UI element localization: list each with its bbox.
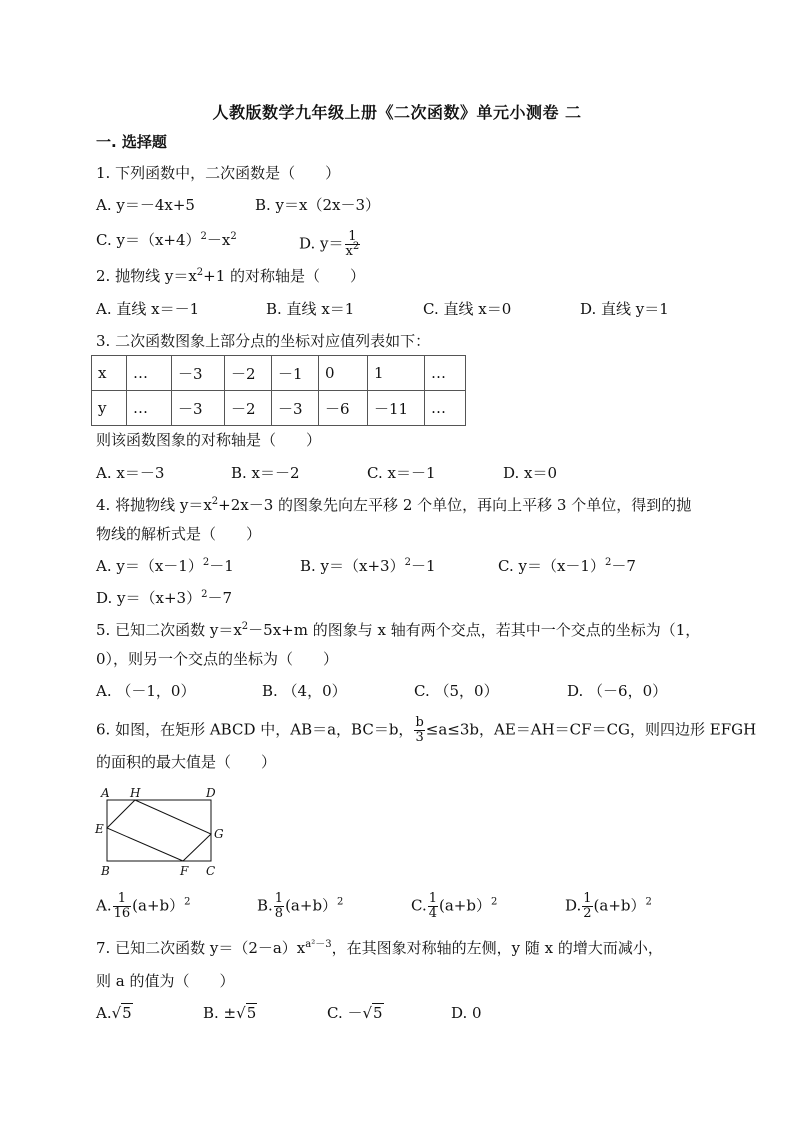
q5-stem-line2: 0），则另一个交点的坐标为（ ）	[96, 650, 339, 668]
q4-stem-line1	[96, 495, 691, 515]
figure-label-d: D	[206, 786, 216, 800]
q5-stem-line1	[96, 620, 700, 640]
table-cell: －2	[225, 356, 272, 391]
q6-option-a	[96, 892, 191, 921]
q4-stem-line2: 物线的解析式是（ ）	[96, 525, 262, 543]
q5-option-a: A. （－1，0）	[96, 682, 196, 700]
q6-option-d-text: D.	[565, 896, 582, 915]
q4-option-a-text: A. y＝（x－1）	[96, 557, 203, 575]
table-cell: －3	[272, 391, 319, 426]
table-cell: －1	[272, 356, 319, 391]
q6-option-a-fraction	[113, 892, 132, 921]
q7-option-b	[203, 1003, 257, 1023]
table-cell: 1	[368, 356, 425, 391]
table-cell: …	[127, 356, 172, 391]
q1-option-d-fraction	[345, 230, 361, 259]
table-cell: －6	[319, 391, 368, 426]
table-cell: －3	[172, 391, 225, 426]
figure-label-f: F	[180, 864, 189, 878]
fraction-denominator: 16	[113, 906, 131, 921]
q1-option-c-text: C. y＝（x+4）	[96, 231, 201, 249]
fraction-denominator: 8	[274, 906, 284, 921]
figure-label-g: G	[214, 827, 224, 841]
q4-option-a-exp: 2	[202, 557, 210, 568]
q6-option-c	[411, 892, 497, 921]
q1-option-d	[299, 230, 361, 259]
fraction-numerator: 1	[274, 891, 284, 906]
q7-option-a-text: A.	[96, 1004, 112, 1022]
square-root: √5	[236, 1004, 257, 1022]
q1-option-a: A. y＝－4x+5	[96, 196, 195, 214]
q2-option-b: B. 直线 x＝1	[266, 300, 355, 318]
q6-option-b-tail: (a+b）	[285, 896, 338, 915]
radicand: 5	[246, 1004, 257, 1022]
square-root: √5	[362, 1004, 383, 1022]
table-row	[92, 356, 466, 391]
q4-stem-text: 4. 将抛物线 y＝x	[96, 496, 212, 514]
fraction-denominator: 2	[583, 906, 592, 921]
table-cell: －3	[172, 356, 225, 391]
fraction-denominator-exp: 2	[352, 241, 360, 252]
radicand: 5	[122, 1004, 132, 1022]
q6-option-d	[565, 892, 652, 921]
q2-stem-text: 2. 抛物线 y＝x	[96, 267, 197, 285]
fraction-denominator: 4	[428, 906, 437, 921]
q1-option-b: B. y＝x（2x－3）	[255, 196, 381, 214]
q6-option-c-exp: 2	[490, 896, 498, 908]
fraction-denominator: 3	[415, 730, 424, 745]
q7-option-b-text: B. ±	[203, 1004, 237, 1022]
q2-option-d: D. 直线 y＝1	[580, 300, 669, 318]
q6-option-b-text: B.	[257, 896, 273, 915]
q3-option-b: B. x＝－2	[231, 464, 300, 482]
table-cell: …	[425, 391, 466, 426]
square-root: √5	[111, 1004, 132, 1022]
q7-option-a	[96, 1003, 133, 1023]
figure-label-b: B	[101, 864, 110, 878]
q5-stem-text2: －5x+m 的图象与 x 轴有两个交点，若其中一个交点的坐标为（1，	[248, 621, 701, 639]
section-heading: 一. 选择题	[96, 133, 167, 151]
q5-stem-exp: 2	[241, 621, 249, 632]
q2-stem	[96, 266, 365, 286]
fraction-denominator	[345, 241, 361, 259]
q6-option-b	[257, 892, 343, 921]
q6-stem-text: 6. 如图，在矩形 ABCD 中，AB＝a，BC＝b，	[96, 720, 414, 739]
figure-label-e: E	[95, 822, 104, 836]
q6-option-b-exp: 2	[337, 896, 344, 908]
q2-stem-exp: 2	[196, 267, 204, 278]
q6-stem-fraction	[414, 716, 424, 745]
q6-option-a-text: A.	[96, 896, 112, 915]
q7-option-c	[327, 1003, 384, 1023]
q1-option-d-text: D. y＝	[299, 234, 344, 253]
q5-option-d: D. （－6，0）	[567, 682, 668, 700]
q4-stem-text2: +2x－3 的图象先向左平移 2 个单位，再向上平移 3 个单位，得到的抛	[218, 496, 692, 514]
q6-option-d-tail: (a+b）	[593, 896, 646, 915]
q6-option-c-text: C.	[411, 896, 427, 915]
fraction-numerator: b	[415, 715, 424, 730]
q3-option-d: D. x＝0	[503, 464, 558, 482]
q2-stem-text2: +1 的对称轴是（ ）	[203, 267, 366, 285]
q2-option-a: A. 直线 x＝－1	[96, 300, 200, 318]
q4-option-a	[96, 556, 234, 576]
fraction-numerator: 1	[428, 891, 437, 906]
fraction-numerator: 1	[345, 230, 361, 245]
q7-stem-line2: 则 a 的值为（ ）	[96, 972, 235, 990]
table-cell: x	[92, 356, 127, 391]
q4-option-b-text: B. y＝（x+3）	[300, 557, 405, 575]
q6-option-c-fraction	[428, 892, 438, 921]
fraction-numerator: 1	[583, 891, 592, 906]
q7-stem-line1	[96, 938, 663, 958]
table-cell: …	[127, 391, 172, 426]
q3-option-c: C. x＝－1	[367, 464, 436, 482]
q4-option-b-exp: 2	[404, 557, 411, 568]
q6-option-b-fraction	[274, 892, 284, 921]
q1-stem: 1. 下列函数中，二次函数是（ ）	[96, 164, 341, 182]
q6-option-d-exp: 2	[645, 896, 652, 908]
q4-stem-exp: 2	[211, 496, 219, 507]
q6-option-d-fraction	[582, 892, 592, 921]
table-cell: y	[92, 391, 127, 426]
q6-stem-line2: 的面积的最大值是（ ）	[96, 753, 277, 771]
q4-option-c-text: C. y＝（x－1）	[498, 557, 605, 575]
q6-option-a-exp: 2	[184, 896, 191, 908]
q7-stem-exp: a²－3	[305, 939, 332, 950]
q7-stem-text2: ，在其图象对称轴的左侧，y 随 x 的增大而减小，	[331, 939, 663, 957]
q5-option-b: B. （4，0）	[262, 682, 347, 700]
fraction-denominator-base: x	[345, 244, 353, 259]
fraction-numerator: 1	[113, 892, 132, 907]
rectangle-abcd	[107, 800, 211, 861]
q7-stem-text: 7. 已知二次函数 y＝（2－a）x	[96, 939, 306, 957]
q3-value-table	[91, 355, 466, 426]
q2-option-c: C. 直线 x＝0	[423, 300, 512, 318]
q4-option-b	[300, 556, 436, 576]
table-row	[92, 391, 466, 426]
q6-option-a-tail: (a+b）	[132, 896, 185, 915]
q4-option-c	[498, 556, 636, 576]
q4-option-c-text2: －7	[611, 557, 636, 575]
q4-option-d-exp: 2	[201, 589, 208, 600]
figure-label-h: H	[130, 786, 141, 800]
q7-option-c-text: C. －	[327, 1004, 363, 1022]
q4-option-d	[96, 588, 232, 608]
q7-option-d: D. 0	[451, 1004, 482, 1022]
page-title: 人教版数学九年级上册《二次函数》单元小测卷 二	[212, 103, 582, 122]
table-cell: 0	[319, 356, 368, 391]
table-cell: －11	[368, 391, 425, 426]
q6-stem-text2: ≤a≤3b，AE＝AH＝CF＝CG，则四边形 EFGH	[425, 720, 757, 739]
q6-stem-line1	[96, 716, 756, 745]
quadrilateral-efgh	[107, 800, 211, 861]
table-cell: －2	[225, 391, 272, 426]
q4-option-c-exp: 2	[604, 557, 612, 568]
q4-option-a-text2: －1	[209, 557, 234, 575]
q1-option-c	[96, 230, 237, 250]
figure-label-a: A	[101, 786, 110, 800]
rectangle-abcd-figure	[92, 785, 242, 880]
q5-option-c: C. （5，0）	[414, 682, 499, 700]
q3-stem: 3. 二次函数图象上部分点的坐标对应值列表如下：	[96, 332, 431, 350]
q1-option-c-text2: －x	[206, 231, 231, 249]
figure-label-c: C	[206, 864, 216, 878]
q3-option-a: A. x＝－3	[96, 464, 165, 482]
q5-stem-text: 5. 已知二次函数 y＝x	[96, 621, 242, 639]
radicand: 5	[373, 1004, 383, 1022]
q4-option-d-text: D. y＝（x+3）	[96, 589, 202, 607]
table-cell: …	[425, 356, 466, 391]
q3-follow-up: 则该函数图象的对称轴是（ ）	[96, 431, 322, 449]
q1-option-c-exp2: 2	[230, 231, 237, 242]
q1-option-c-exp: 2	[200, 231, 207, 242]
q4-option-b-text2: －1	[410, 557, 436, 575]
q4-option-d-text2: －7	[207, 589, 232, 607]
q6-option-c-tail: (a+b）	[439, 896, 491, 915]
